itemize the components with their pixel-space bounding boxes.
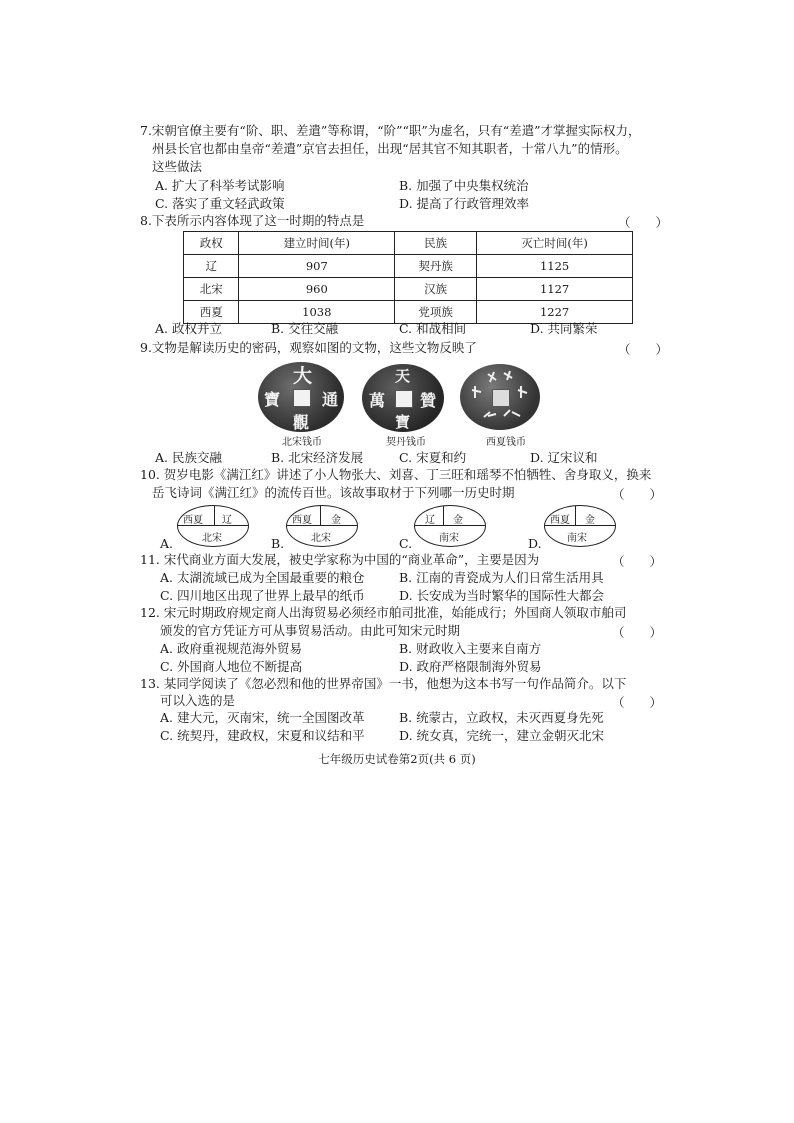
table-header-cell: 建立时间(年) <box>239 232 395 255</box>
q10-option-a-diagram <box>177 505 249 547</box>
q8-option-b: B. 交往交融 <box>271 321 339 336</box>
table-row <box>184 278 633 301</box>
q13-stem-line1: 13. 某同学阅读了《忽必烈和他的世界帝国》一书，他想为这本书写一句作品简介。以下 <box>140 676 627 691</box>
diagram-divider <box>575 506 576 525</box>
coin-caption-khitan: 契丹钱币 <box>386 437 426 448</box>
q12-stem-line2: 颁发的官方凭证方可从事贸易活动。由此可知宋元时期 <box>160 623 461 638</box>
diagram-label: 金 <box>585 515 595 526</box>
q11-option-c: C. 四川地区出现了世界上最早的纸币 <box>160 588 365 603</box>
q12-option-a: A. 政府重视规范海外贸易 <box>160 641 302 656</box>
table-cell: 960 <box>239 278 395 301</box>
q12-option-b: B. 财政收入主要来自南方 <box>399 641 542 656</box>
q10-option-d-letter: D. <box>528 536 542 551</box>
q9-option-b: B. 北宋经济发展 <box>271 450 364 465</box>
diagram-label: 西夏 <box>183 515 203 526</box>
q12-answer-paren: （ ） <box>612 625 663 640</box>
diagram-label: 金 <box>331 515 341 526</box>
table-header-cell: 灭亡时间(年) <box>477 232 633 255</box>
table-cell: 1227 <box>477 301 633 324</box>
coin-character: 萬 <box>369 391 386 410</box>
table-header-cell: 政权 <box>184 232 239 255</box>
table-cell: 1125 <box>477 255 633 278</box>
q7-stem-line1: 7.宋朝官僚主要有“阶、职、差遣”等称谓，“阶”“职”为虚名，只有“差遣”才掌握实际权力， <box>140 123 641 138</box>
table-cell: 1038 <box>239 301 395 324</box>
diagram-label: 西夏 <box>292 515 312 526</box>
q7-stem-line3: 这些做法 <box>152 159 203 174</box>
q13-option-d: D. 统女真，完统一，建立金朝灭北宋 <box>399 728 605 743</box>
q7-option-c: C. 落实了重文轻武政策 <box>155 196 285 211</box>
q7-option-b: B. 加强了中央集权统治 <box>399 178 529 193</box>
q12-option-c: C. 外国商人地位不断提高 <box>160 659 303 674</box>
q8-option-a: A. 政权并立 <box>155 321 222 336</box>
q13-stem-line2: 可以入选的是 <box>160 693 236 708</box>
table-cell: 北宋 <box>184 278 239 301</box>
q10-option-c-letter: C. <box>399 536 413 551</box>
coin-character: 寶 <box>395 413 411 431</box>
q13-option-c: C. 统契丹，建政权，宋夏和议结和平 <box>160 728 365 743</box>
q8-stem: 8.下表所示内容体现了这一时期的特点是 <box>140 213 365 228</box>
table-header-row <box>184 232 633 255</box>
q7-option-d: D. 提高了行政管理效率 <box>399 196 530 211</box>
q8-table <box>183 231 633 324</box>
q10-answer-paren: （ ） <box>612 487 663 502</box>
q7-stem-line2: 州县长官也都由皇帝“差遣”京官去担任，出现“居其官不知其职者，十常八九”的情形。 <box>152 141 628 156</box>
coin-caption-northern-song: 北宋钱币 <box>282 437 322 448</box>
diagram-label: 金 <box>453 515 463 526</box>
diagram-label: 北宋 <box>311 533 331 544</box>
q10-option-b-diagram <box>286 505 358 547</box>
coin-square-hole <box>395 390 413 408</box>
diagram-label: 南宋 <box>439 533 459 544</box>
q9-stem: 9.文物是解读历史的密码，观察如图的文物，这些文物反映了 <box>140 340 477 355</box>
diagram-label: 辽 <box>425 515 435 526</box>
coin-character: 大 <box>293 365 313 387</box>
q10-stem-line2: 岳飞诗词《满江红》的流传百世。该故事取材于下列哪一历史时期 <box>152 485 515 500</box>
q9-option-a: A. 民族交融 <box>155 450 222 465</box>
table-cell: 契丹族 <box>395 255 477 278</box>
q11-option-a: A. 太湖流域已成为全国最重要的粮仓 <box>160 570 365 585</box>
coin-character: 觀 <box>293 413 310 432</box>
q11-option-b: B. 江南的青瓷成为人们日常生活用具 <box>399 570 604 585</box>
coin-caption-western-xia: 西夏钱币 <box>486 437 526 448</box>
diagram-label: 南宋 <box>567 533 587 544</box>
tangut-script-marks <box>460 364 540 430</box>
page-footer: 七年级历史试卷第2页(共 6 页) <box>318 752 476 766</box>
coin-character: 天 <box>395 367 411 385</box>
q13-option-a: A. 建大元，灭南宋，统一全国图改革 <box>160 710 365 725</box>
q12-option-d: D. 政府严格限制海外贸易 <box>399 659 542 674</box>
q11-answer-paren: （ ） <box>612 554 663 569</box>
q8-option-d: D. 共同繁荣 <box>530 321 598 336</box>
coin-character: 贊 <box>420 391 437 410</box>
table-cell: 907 <box>239 255 395 278</box>
q10-option-c-diagram <box>414 505 486 547</box>
diagram-label: 辽 <box>222 515 232 526</box>
diagram-label: 北宋 <box>202 533 222 544</box>
table-cell: 1127 <box>477 278 633 301</box>
khitan-coin-image <box>362 364 444 432</box>
q7-option-a: A. 扩大了科举考试影响 <box>155 178 285 193</box>
q11-stem: 11. 宋代商业方面大发展，被史学家称为中国的“商业革命”，主要是因为 <box>140 552 540 567</box>
coin-square-hole <box>293 389 311 407</box>
table-cell: 党项族 <box>395 301 477 324</box>
q13-option-b: B. 统蒙古，立政权，未灭西夏身先死 <box>399 710 604 725</box>
q13-answer-paren: （ ） <box>612 695 663 710</box>
coin-character: 寶 <box>264 390 281 409</box>
q8-option-c: C. 和战相间 <box>399 321 467 336</box>
table-header-cell: 民族 <box>395 232 477 255</box>
q8-answer-paren: （ ） <box>618 215 669 230</box>
table-row <box>184 255 633 278</box>
diagram-label: 西夏 <box>550 515 570 526</box>
q10-option-a-letter: A. <box>160 536 174 551</box>
western-xia-coin-image <box>460 364 540 430</box>
q10-option-d-diagram <box>544 505 616 547</box>
q9-option-d: D. 辽宋议和 <box>530 450 598 465</box>
q9-option-c: C. 宋夏和约 <box>399 450 467 465</box>
diagram-divider <box>443 506 444 525</box>
table-cell: 西夏 <box>184 301 239 324</box>
diagram-divider <box>214 506 215 525</box>
q9-answer-paren: （ ） <box>618 342 669 357</box>
q12-stem-line1: 12. 宋元时期政府规定商人出海贸易必须经市舶司批准，始能成行；外国商人领取市舶司 <box>140 605 627 620</box>
coin-character: 通 <box>322 390 339 409</box>
table-cell: 汉族 <box>395 278 477 301</box>
q11-option-d: D. 长安成为当时繁华的国际性大都会 <box>399 588 605 603</box>
table-cell: 辽 <box>184 255 239 278</box>
q10-option-b-letter: B. <box>271 536 285 551</box>
northern-song-coin-image <box>258 362 344 432</box>
diagram-divider <box>320 506 321 525</box>
q10-stem-line1: 10. 贺岁电影《满江红》讲述了小人物张大、刘喜、丁三旺和瑶琴不怕牺牲、舍身取义，换来 <box>140 467 652 482</box>
